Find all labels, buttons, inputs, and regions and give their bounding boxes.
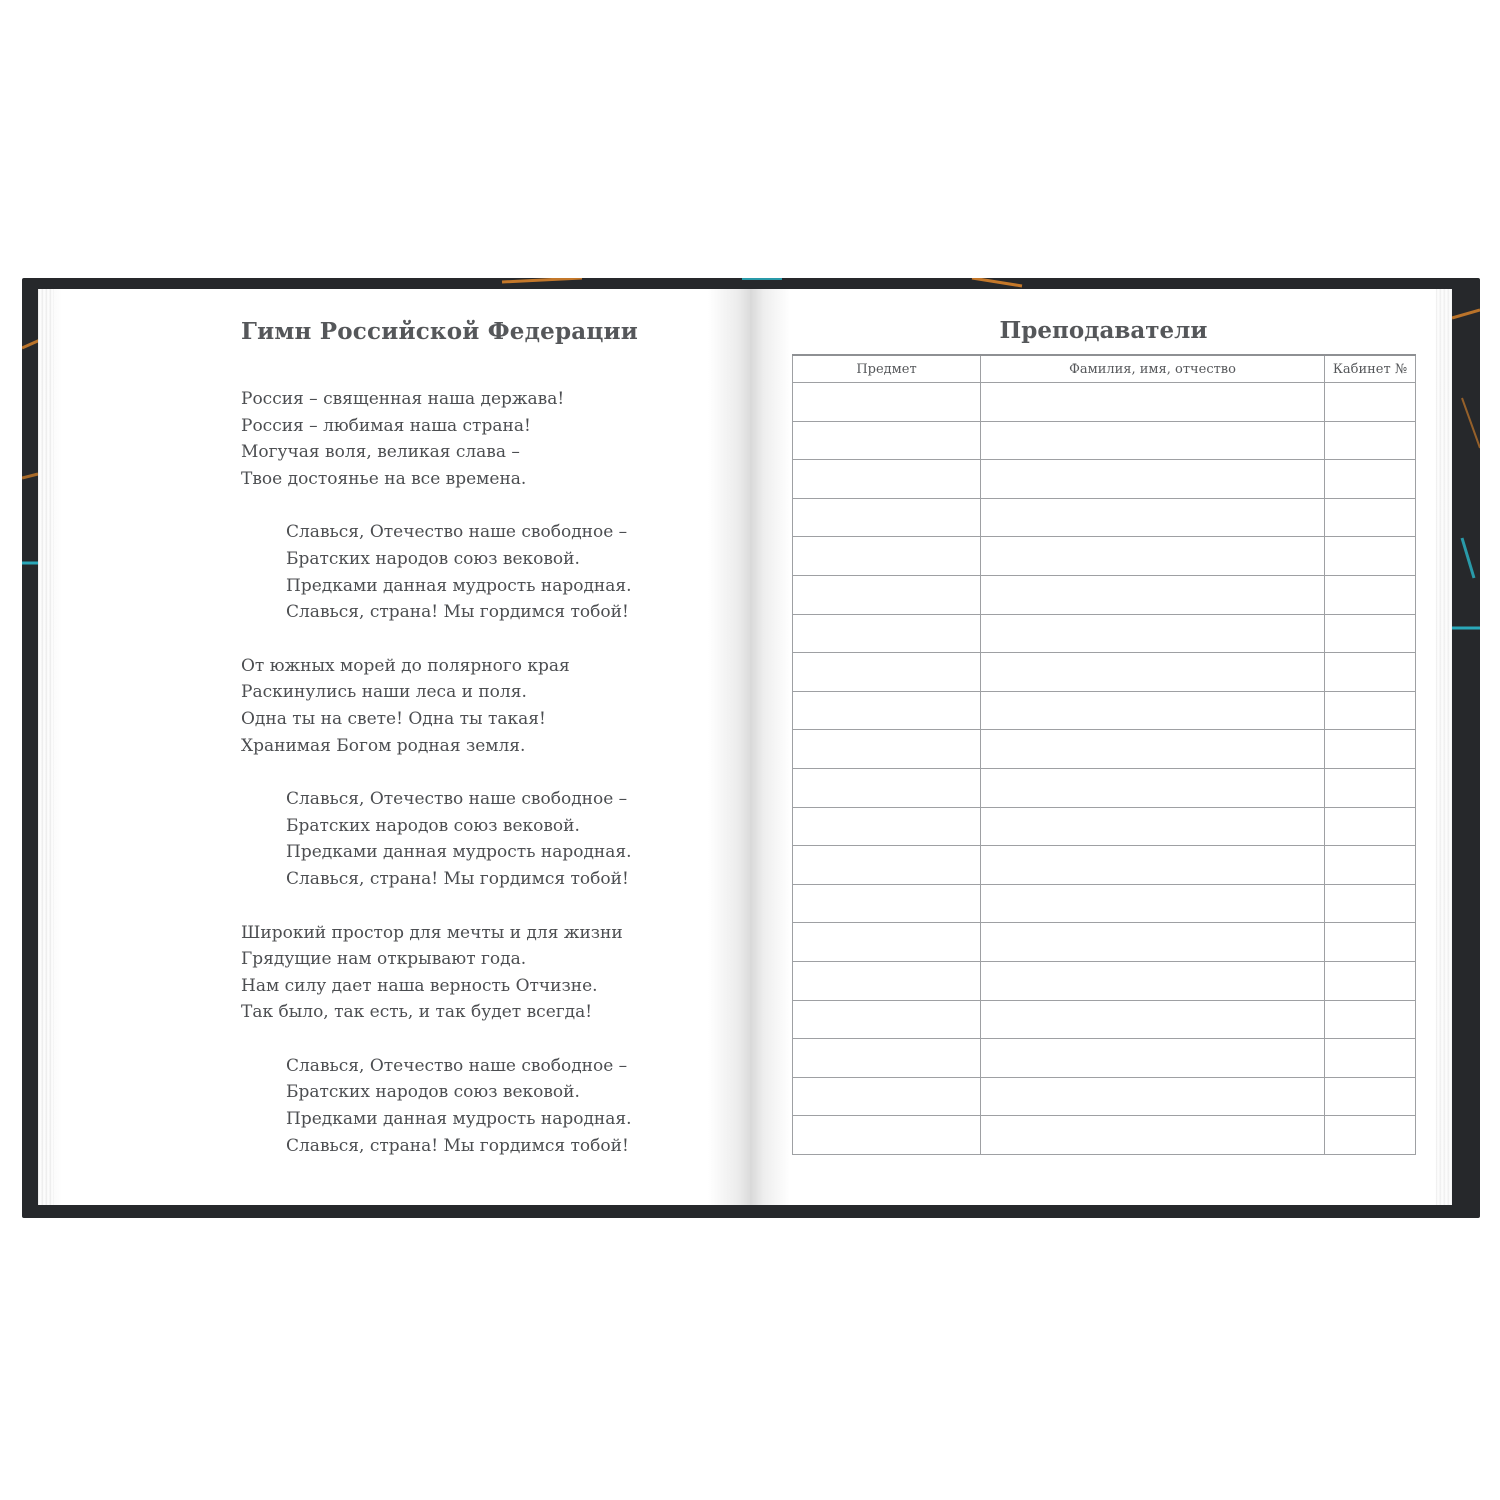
subject-cell: [793, 575, 981, 614]
subject-cell: [793, 653, 981, 692]
room-cell: [1325, 730, 1416, 769]
room-cell: [1325, 460, 1416, 499]
full-name-cell: [981, 923, 1325, 962]
full-name-cell: [981, 1077, 1325, 1116]
chorus-stanza: [241, 786, 681, 892]
subject-cell: [793, 923, 981, 962]
lyric-line: Так было, так есть, и так будет всегда!: [241, 1002, 593, 1023]
room-cell: [1325, 575, 1416, 614]
lyric-line: Славься, страна! Мы гордимся тобой!: [286, 868, 629, 889]
subject-cell: [793, 537, 981, 576]
full-name-cell: [981, 768, 1325, 807]
lyric-line: Могучая воля, великая слава –: [241, 442, 520, 463]
subject-cell: [793, 846, 981, 885]
full-name-cell: [981, 421, 1325, 460]
subject-cell: [793, 1000, 981, 1039]
lyric-line: Братских народов союз вековой.: [286, 1082, 580, 1103]
subject-cell: [793, 884, 981, 923]
lyric-line: Предками данная мудрость народная.: [286, 842, 632, 863]
room-cell: [1325, 653, 1416, 692]
room-cell: [1325, 1039, 1416, 1078]
subject-cell: [793, 383, 981, 422]
table-row: [793, 1116, 1416, 1155]
subject-cell: [793, 498, 981, 537]
full-name-cell: [981, 691, 1325, 730]
table-row: [793, 575, 1416, 614]
table-row: [793, 961, 1416, 1000]
full-name-cell: [981, 460, 1325, 499]
room-cell: [1325, 383, 1416, 422]
room-cell: [1325, 537, 1416, 576]
table-row: [793, 460, 1416, 499]
table-row: [793, 923, 1416, 962]
full-name-cell: [981, 1116, 1325, 1155]
subject-cell: [793, 1039, 981, 1078]
table-row: [793, 768, 1416, 807]
full-name-cell: [981, 614, 1325, 653]
room-cell: [1325, 498, 1416, 537]
table-row: [793, 1000, 1416, 1039]
table-row: [793, 1077, 1416, 1116]
anthem-title: Гимн Российской Федерации: [241, 318, 639, 345]
room-cell: [1325, 884, 1416, 923]
table-row: [793, 691, 1416, 730]
table-row: [793, 653, 1416, 692]
lyric-line: Предками данная мудрость народная.: [286, 575, 632, 596]
subject-cell: [793, 1116, 981, 1155]
room-cell: [1325, 1077, 1416, 1116]
full-name-cell: [981, 653, 1325, 692]
table-row: [793, 884, 1416, 923]
full-name-cell: [981, 807, 1325, 846]
lyric-line: Грядущие нам открывают года.: [241, 949, 527, 970]
subject-cell: [793, 421, 981, 460]
full-name-cell: [981, 383, 1325, 422]
full-name-cell: [981, 575, 1325, 614]
table-row: [793, 614, 1416, 653]
subject-cell: [793, 460, 981, 499]
subject-cell: [793, 768, 981, 807]
full-name-cell: [981, 537, 1325, 576]
anthem-text: [241, 386, 681, 1186]
table-row: [793, 730, 1416, 769]
room-cell: [1325, 807, 1416, 846]
room-cell: [1325, 691, 1416, 730]
table-row: [793, 421, 1416, 460]
subject-cell: [793, 807, 981, 846]
full-name-cell: [981, 498, 1325, 537]
subject-cell: [793, 614, 981, 653]
subject-cell: [793, 691, 981, 730]
lyric-line: Россия – священная наша держава!: [241, 389, 565, 409]
chorus-stanza: [241, 519, 681, 625]
column-header-subject: Предмет: [793, 355, 981, 383]
room-cell: [1325, 768, 1416, 807]
table-row: [793, 807, 1416, 846]
room-cell: [1325, 421, 1416, 460]
table-row: [793, 383, 1416, 422]
full-name-cell: [981, 961, 1325, 1000]
room-cell: [1325, 961, 1416, 1000]
full-name-cell: [981, 1039, 1325, 1078]
lyric-line: Славься, Отечество наше свободное –: [286, 789, 628, 810]
table-header-row: [793, 355, 1416, 383]
left-page-edge: [38, 289, 54, 1205]
table-row: [793, 498, 1416, 537]
verse-stanza: [241, 920, 681, 1026]
room-cell: [1325, 846, 1416, 885]
full-name-cell: [981, 1000, 1325, 1039]
lyric-line: Россия – любимая наша страна!: [241, 415, 531, 436]
lyric-line: Славься, страна! Мы гордимся тобой!: [286, 1135, 629, 1156]
verse-stanza: [241, 386, 681, 492]
table-row: [793, 1039, 1416, 1078]
lyric-line: Братских народов союз вековой.: [286, 815, 580, 836]
lyric-line: Хранимая Богом родная земля.: [241, 735, 526, 756]
room-cell: [1325, 1116, 1416, 1155]
full-name-cell: [981, 730, 1325, 769]
table-row: [793, 846, 1416, 885]
lyric-line: Славься, Отечество наше свободное –: [286, 522, 628, 543]
room-cell: [1325, 614, 1416, 653]
teachers-title: Преподаватели: [999, 317, 1208, 344]
right-page-edge: [1436, 289, 1452, 1205]
lyric-line: Раскинулись наши леса и поля.: [241, 682, 527, 703]
subject-cell: [793, 730, 981, 769]
teachers-table: [792, 354, 1416, 1155]
full-name-cell: [981, 884, 1325, 923]
table-row: [793, 537, 1416, 576]
room-cell: [1325, 923, 1416, 962]
lyric-line: Одна ты на свете! Одна ты такая!: [241, 708, 546, 729]
lyric-line: Славься, Отечество наше свободное –: [286, 1055, 628, 1076]
lyric-line: От южных морей до полярного края: [241, 655, 570, 676]
verse-stanza: [241, 653, 681, 759]
room-cell: [1325, 1000, 1416, 1039]
column-header-room: Кабинет №: [1325, 355, 1416, 383]
chorus-stanza: [241, 1053, 681, 1159]
lyric-line: Славься, страна! Мы гордимся тобой!: [286, 602, 629, 623]
subject-cell: [793, 1077, 981, 1116]
lyric-line: Предками данная мудрость народная.: [286, 1109, 632, 1130]
full-name-cell: [981, 846, 1325, 885]
lyric-line: Широкий простор для мечты и для жизни: [241, 922, 623, 943]
lyric-line: Твое достоянье на все времена.: [241, 468, 527, 489]
lyric-line: Братских народов союз вековой.: [286, 548, 580, 569]
subject-cell: [793, 961, 981, 1000]
column-header-full-name: Фамилия, имя, отчество: [981, 355, 1325, 383]
lyric-line: Нам силу дает наша верность Отчизне.: [241, 975, 598, 996]
